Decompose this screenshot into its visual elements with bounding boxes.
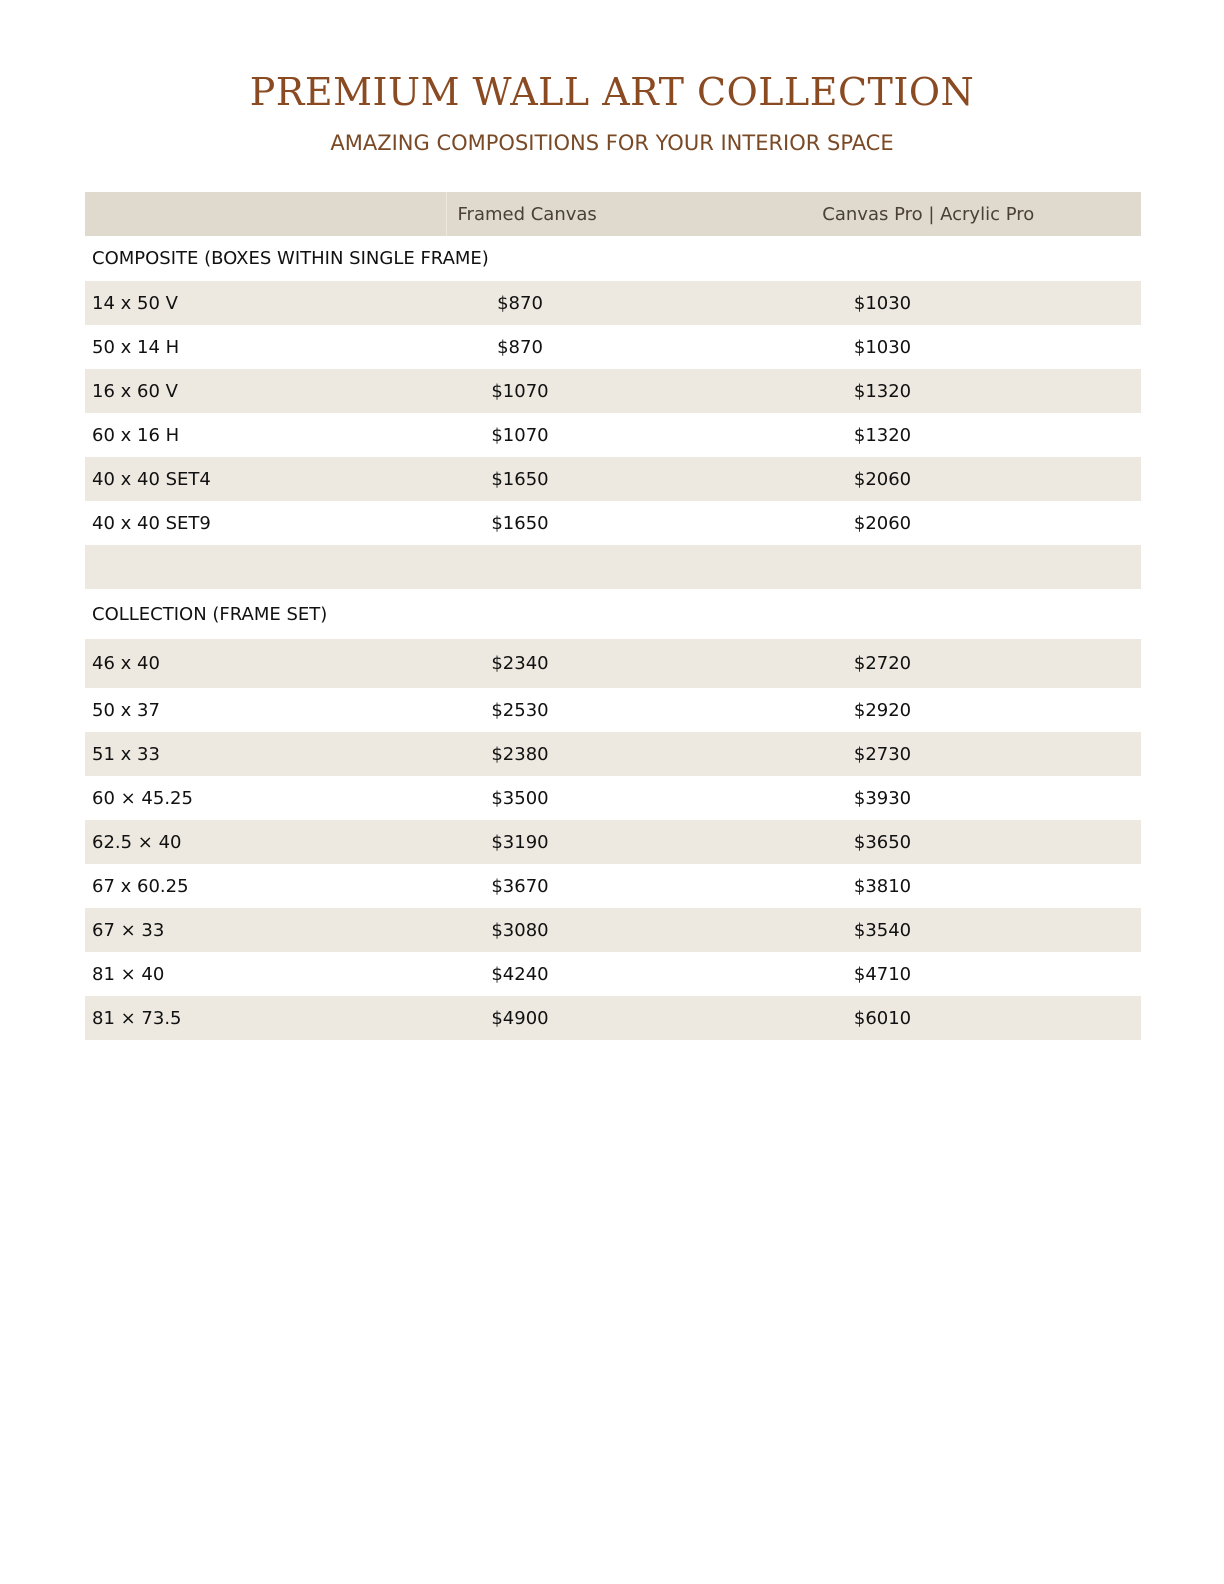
size-cell: 81 × 40 (85, 952, 446, 996)
size-cell: 50 x 14 H (85, 325, 446, 369)
table-row (85, 281, 1141, 325)
table-header-row (85, 192, 1141, 236)
table-row (85, 952, 1141, 996)
page-subtitle: AMAZING COMPOSITIONS FOR YOUR INTERIOR SPACE (330, 131, 894, 155)
canvas-pro-price: $1320 (594, 413, 1141, 457)
canvas-pro-price: $1030 (594, 325, 1141, 369)
spacer-cell (85, 545, 1141, 589)
table-row (85, 820, 1141, 864)
section-header-composite (85, 236, 1141, 281)
table-row (85, 776, 1141, 820)
size-cell: 40 x 40 SET9 (85, 501, 446, 545)
framed-canvas-price: $3670 (446, 864, 594, 908)
table-row (85, 369, 1141, 413)
size-cell: 51 x 33 (85, 732, 446, 776)
size-cell: 60 x 16 H (85, 413, 446, 457)
size-cell: 60 × 45.25 (85, 776, 446, 820)
framed-canvas-price: $870 (446, 281, 594, 325)
canvas-pro-price: $1030 (594, 281, 1141, 325)
framed-canvas-price: $4240 (446, 952, 594, 996)
framed-canvas-price: $3080 (446, 908, 594, 952)
table-row (85, 413, 1141, 457)
section-title: COMPOSITE (BOXES WITHIN SINGLE FRAME) (85, 236, 1141, 281)
table-row (85, 501, 1141, 545)
canvas-pro-price: $4710 (594, 952, 1141, 996)
canvas-pro-price: $2920 (594, 688, 1141, 732)
canvas-pro-price: $3540 (594, 908, 1141, 952)
canvas-pro-price: $2730 (594, 732, 1141, 776)
table-row (85, 996, 1141, 1040)
framed-canvas-price: $1650 (446, 457, 594, 501)
table-row (85, 457, 1141, 501)
size-cell: 14 x 50 V (85, 281, 446, 325)
size-cell: 62.5 × 40 (85, 820, 446, 864)
section-title: COLLECTION (FRAME SET) (85, 589, 1141, 639)
framed-canvas-price: $2380 (446, 732, 594, 776)
framed-canvas-price: $3500 (446, 776, 594, 820)
column-header-framed-canvas (446, 192, 1141, 236)
framed-canvas-price: $1070 (446, 369, 594, 413)
table-row (85, 908, 1141, 952)
size-cell: 16 x 60 V (85, 369, 446, 413)
spacer-row (85, 545, 1141, 589)
canvas-pro-price: $2060 (594, 501, 1141, 545)
size-cell: 50 x 37 (85, 688, 446, 732)
canvas-pro-price: $3810 (594, 864, 1141, 908)
framed-canvas-label: Framed Canvas (457, 203, 597, 225)
canvas-pro-price: $2720 (594, 639, 1141, 688)
table-row (85, 688, 1141, 732)
size-cell: 46 x 40 (85, 639, 446, 688)
canvas-pro-acrylic-pro-label: Canvas Pro | Acrylic Pro (822, 203, 1035, 225)
table-row (85, 732, 1141, 776)
framed-canvas-price: $2530 (446, 688, 594, 732)
canvas-pro-price: $6010 (594, 996, 1141, 1040)
price-table (85, 192, 1141, 1040)
canvas-pro-price: $2060 (594, 457, 1141, 501)
size-cell: 40 x 40 SET4 (85, 457, 446, 501)
table-row (85, 325, 1141, 369)
framed-canvas-price: $1650 (446, 501, 594, 545)
canvas-pro-price: $1320 (594, 369, 1141, 413)
framed-canvas-price: $4900 (446, 996, 594, 1040)
page-title: PREMIUM WALL ART COLLECTION (249, 70, 975, 114)
size-cell: 81 × 73.5 (85, 996, 446, 1040)
framed-canvas-price: $1070 (446, 413, 594, 457)
size-cell: 67 × 33 (85, 908, 446, 952)
framed-canvas-price: $870 (446, 325, 594, 369)
column-header-size (85, 192, 446, 236)
size-cell: 67 x 60.25 (85, 864, 446, 908)
section-header-collection (85, 589, 1141, 639)
table-row (85, 639, 1141, 688)
framed-canvas-price: $2340 (446, 639, 594, 688)
framed-canvas-price: $3190 (446, 820, 594, 864)
table-row (85, 864, 1141, 908)
canvas-pro-price: $3930 (594, 776, 1141, 820)
canvas-pro-price: $3650 (594, 820, 1141, 864)
